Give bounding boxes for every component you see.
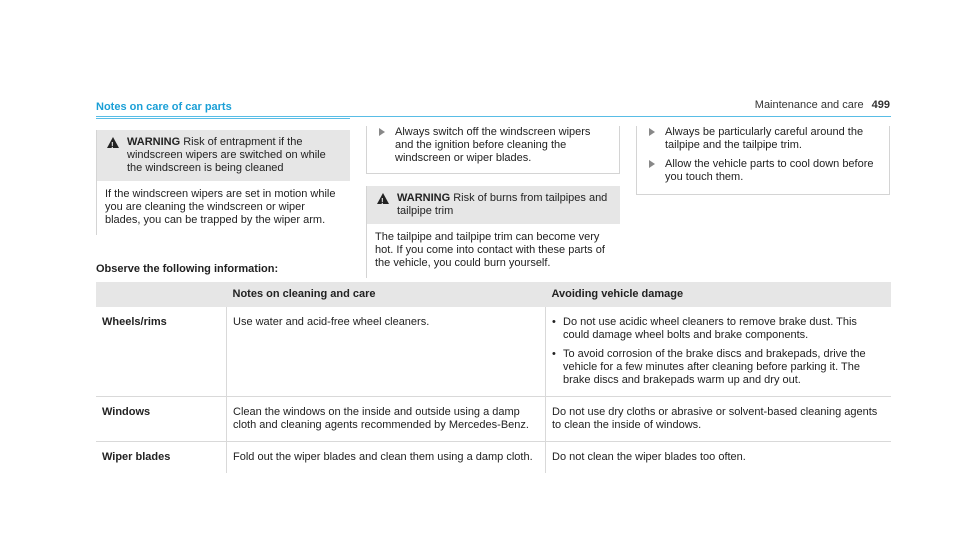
header-cell-damage: Avoiding vehicle damage <box>546 282 892 307</box>
list-item: • To avoid corrosion of the brake discs and brakepads, drive the vehicle for a few minutes after cleaning before parking it. The brake discs and brakepads warm up and dry out. <box>552 348 885 387</box>
warning-headline: Risk of burns from tailpipes and tailpipe trim <box>397 192 608 217</box>
step-list <box>636 126 890 195</box>
arrow-right-icon <box>649 128 655 136</box>
step-text: Allow the vehicle parts to cool down before you touch them. <box>665 158 874 183</box>
arrow-right-icon <box>379 128 385 136</box>
row-damage: Do not use dry cloths or abrasive or solvent-based cleaning agents to clean the inside of windows. <box>546 397 892 442</box>
header-cell-care: Notes on cleaning and care <box>227 282 546 307</box>
warning-header <box>367 186 620 224</box>
running-header <box>755 99 890 111</box>
care-table <box>96 282 891 473</box>
warning-body: The tailpipe and tailpipe trim can become very hot. If you come into contact with these parts of the vehicle, you could burn yourself. <box>375 231 605 269</box>
column-1 <box>96 101 350 235</box>
warning-header <box>97 130 350 181</box>
row-part: Windows <box>96 397 227 442</box>
header-cell-blank <box>96 282 227 307</box>
arrow-right-icon <box>649 160 655 168</box>
step-item <box>645 126 881 152</box>
row-part: Wiper blades <box>96 442 227 474</box>
column-3 <box>636 126 890 195</box>
step-item <box>645 158 881 184</box>
warning-box-burns <box>366 186 620 278</box>
table-row <box>96 442 891 474</box>
column-2 <box>366 126 620 278</box>
step-item <box>375 126 611 165</box>
row-damage: Do not clean the wiper blades too often. <box>546 442 892 474</box>
row-care: Fold out the wiper blades and clean them using a damp cloth. <box>227 442 546 474</box>
observe-heading: Observe the following information: <box>96 263 279 275</box>
row-care: Use water and acid-free wheel cleaners. <box>227 307 546 397</box>
warning-box-entrapment <box>96 130 350 235</box>
table-header-row <box>96 282 891 307</box>
step-list <box>366 126 620 174</box>
warning-icon: ! <box>107 137 119 148</box>
warning-headline: Risk of entrapment if the windscreen wipers are switched on while the windscreen is being cleaned <box>127 136 326 174</box>
warning-body: If the windscreen wipers are set in motion while you are cleaning the windscreen or wiper blades, you can be trapped by the wiper arm. <box>105 188 336 226</box>
warning-label: WARNING <box>397 192 451 204</box>
list-item: • Do not use acidic wheel cleaners to remove brake dust. This could damage wheel bolts and brake components. <box>552 316 885 342</box>
row-part: Wheels/rims <box>102 316 167 328</box>
row-damage <box>546 307 892 397</box>
warning-label: WARNING <box>127 136 181 148</box>
table-row <box>96 397 891 442</box>
warning-icon: ! <box>377 193 389 204</box>
step-text: Always switch off the windscreen wipers and the ignition before cleaning the windscreen or wiper blades. <box>395 126 591 164</box>
section-name: Maintenance and care <box>754 99 864 111</box>
step-text: Always be particularly careful around the tailpipe and the tailpipe trim. <box>665 126 864 151</box>
page-number: 499 <box>871 99 890 111</box>
section-title: Notes on care of car parts <box>96 101 350 119</box>
row-care: Clean the windows on the inside and outside using a damp cloth and cleaning agents recommended by Mercedes-Benz. <box>227 397 546 442</box>
table-row <box>96 307 891 397</box>
